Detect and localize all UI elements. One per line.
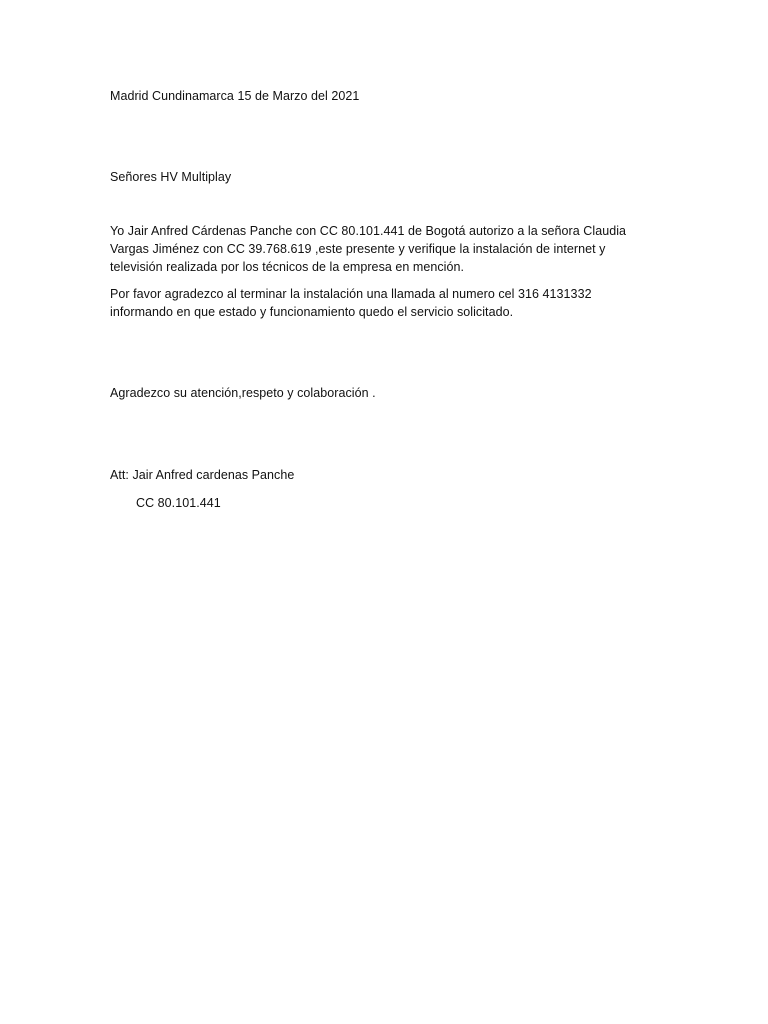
date-line: Madrid Cundinamarca 15 de Marzo del 2021	[110, 89, 360, 103]
paragraph-1-line-1: Yo Jair Anfred Cárdenas Panche con CC 80.101.441 de Bogotá autorizo a la señora Claudia	[110, 224, 627, 238]
signature-id: CC 80.101.441	[136, 496, 221, 510]
paragraph-1-line-2: Vargas Jiménez con CC 39.768.619 ,este presente y verifique la instalación de internet y	[110, 242, 606, 256]
paragraph-2-line-1: Por favor agradezco al terminar la instalación una llamada al numero cel 316 4131332	[110, 287, 592, 301]
paragraph-2-line-2: informando en que estado y funcionamiento quedo el servicio solicitado.	[110, 305, 514, 319]
signature-name: Att: Jair Anfred cardenas Panche	[110, 468, 295, 482]
paragraph-1-line-3: televisión realizada por los técnicos de la empresa en mención.	[110, 260, 465, 274]
closing-line: Agradezco su atención,respeto y colaboración .	[110, 386, 376, 400]
recipient-line: Señores HV Multiplay	[110, 170, 232, 184]
